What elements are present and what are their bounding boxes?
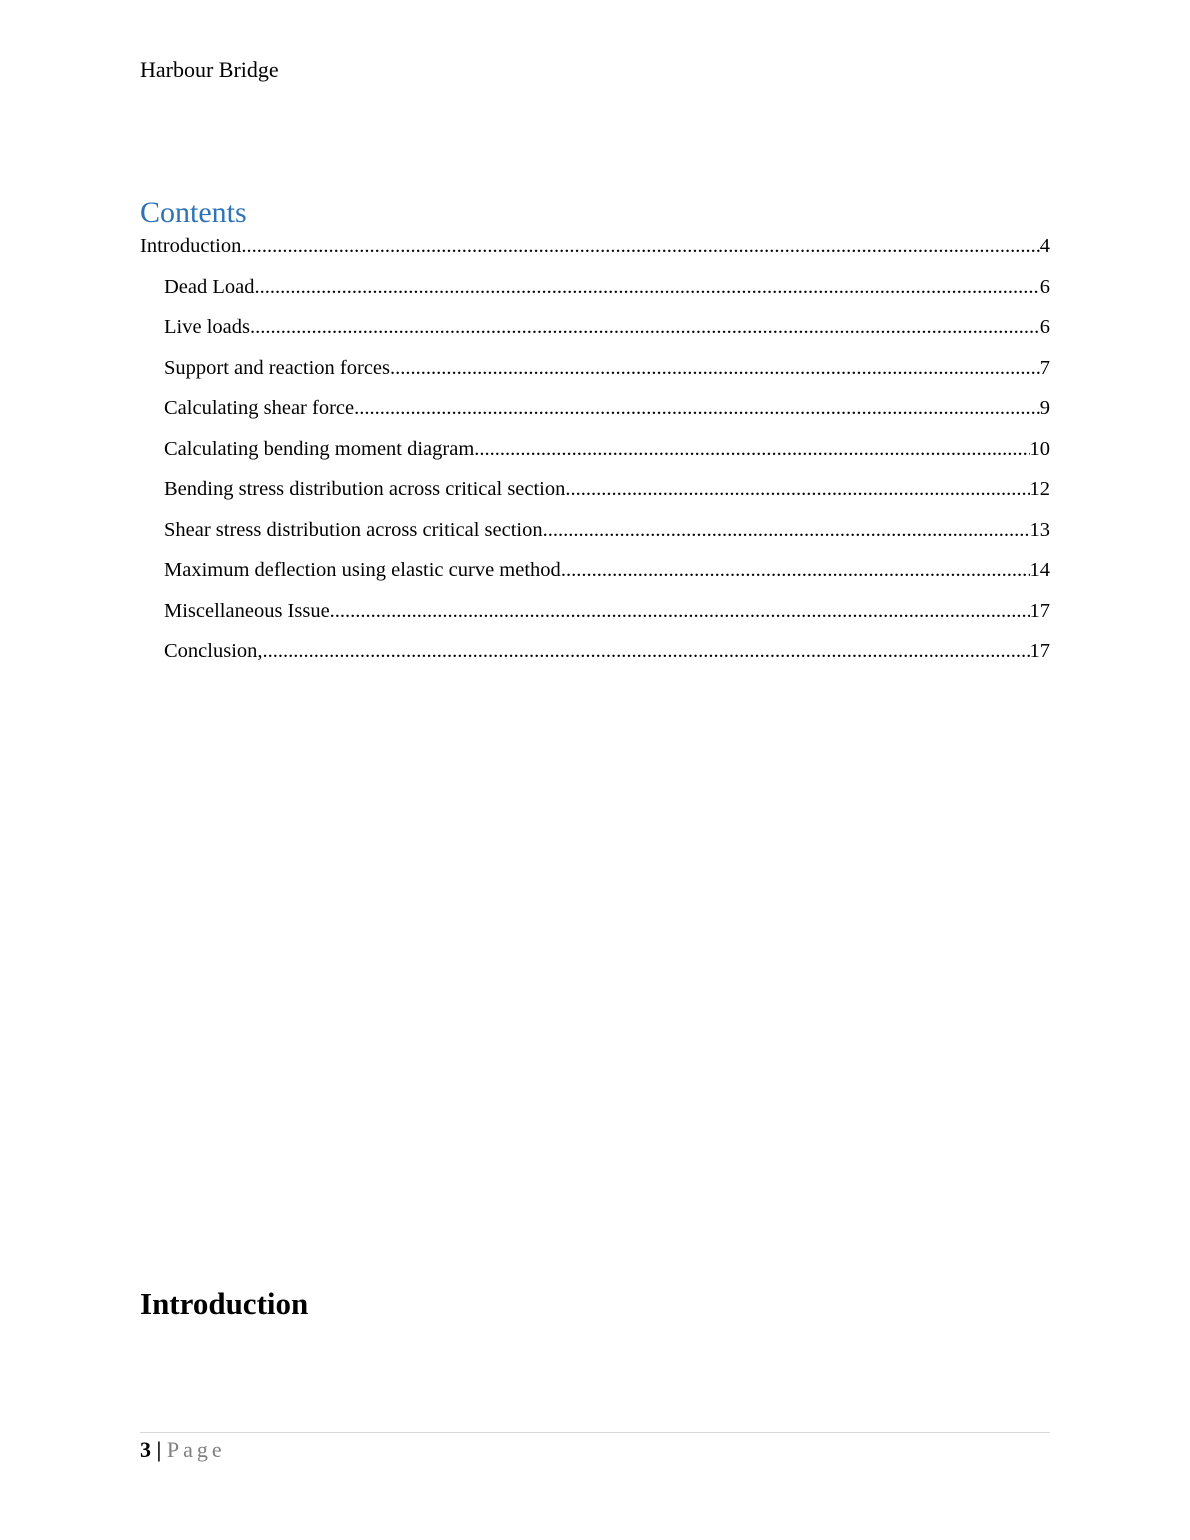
toc-entry-dead-load[interactable] (140, 273, 1050, 314)
toc-entry-introduction[interactable] (140, 232, 1050, 273)
toc-entry-title: Support and reaction forces (164, 356, 390, 379)
page-label: Page (166, 1437, 226, 1462)
toc-dot-leader (561, 556, 1030, 584)
toc-entry-page: 10 (1029, 437, 1050, 460)
toc-dot-leader (250, 313, 1040, 341)
toc-entry-miscellaneous-issue[interactable] (140, 597, 1050, 638)
toc-entry-title: Calculating shear force (164, 397, 355, 419)
page-separator: | (156, 1437, 162, 1462)
toc-entry-page: 13 (1029, 518, 1050, 541)
toc-entry-page: 4 (1039, 235, 1050, 257)
section-heading-introduction: Introduction (140, 1286, 309, 1321)
toc-dot-leader (330, 597, 1030, 625)
toc-entry-support-and-reaction-forces[interactable] (140, 354, 1050, 395)
toc-entry-calculating-shear-force[interactable] (140, 394, 1050, 435)
running-header-title: Harbour Bridge (140, 57, 279, 82)
toc-entry-live-loads[interactable] (140, 313, 1050, 354)
toc-dot-leader (354, 394, 1040, 422)
toc-entry-page: 9 (1039, 397, 1050, 419)
toc-heading: Contents (140, 196, 247, 229)
toc-entry-title: Calculating bending moment diagram (164, 437, 475, 460)
toc-dot-leader (390, 354, 1040, 382)
toc-entry-title: Live loads (164, 316, 250, 338)
toc-entry-page: 17 (1029, 640, 1050, 662)
toc-dot-leader (474, 435, 1029, 463)
toc-entry-page: 14 (1029, 559, 1050, 581)
toc-dot-leader (263, 637, 1030, 665)
toc-entry-title: Shear stress distribution across critical section (164, 518, 543, 541)
toc-dot-leader (241, 232, 1039, 260)
toc-entry-conclusion[interactable] (140, 637, 1050, 678)
page-number: 3 (140, 1437, 151, 1462)
toc-entry-page: 6 (1039, 275, 1050, 298)
toc-dot-leader (255, 273, 1040, 301)
page-footer (140, 1436, 226, 1464)
toc-entry-title: Bending stress distribution across critical section (164, 478, 566, 500)
footer-divider (140, 1432, 1050, 1433)
toc-entry-title: Maximum deflection using elastic curve method (164, 559, 561, 581)
toc-entry-title: Introduction (140, 235, 242, 257)
toc-entry-bending-stress-distribution[interactable] (140, 475, 1050, 516)
toc-entry-page: 7 (1039, 356, 1050, 379)
toc-entry-title: Dead Load (164, 275, 255, 298)
toc-entry-page: 12 (1029, 478, 1050, 500)
table-of-contents (140, 232, 1050, 678)
toc-dot-leader (543, 516, 1030, 544)
toc-entry-title: Miscellaneous Issue (164, 599, 330, 622)
toc-entry-page: 6 (1039, 316, 1050, 338)
toc-entry-shear-stress-distribution[interactable] (140, 516, 1050, 557)
toc-entry-title: Conclusion, (164, 640, 263, 662)
toc-entry-calculating-bending-moment-diagram[interactable] (140, 435, 1050, 476)
toc-dot-leader (565, 475, 1029, 503)
toc-entry-page: 17 (1029, 599, 1050, 622)
toc-entry-maximum-deflection[interactable] (140, 556, 1050, 597)
